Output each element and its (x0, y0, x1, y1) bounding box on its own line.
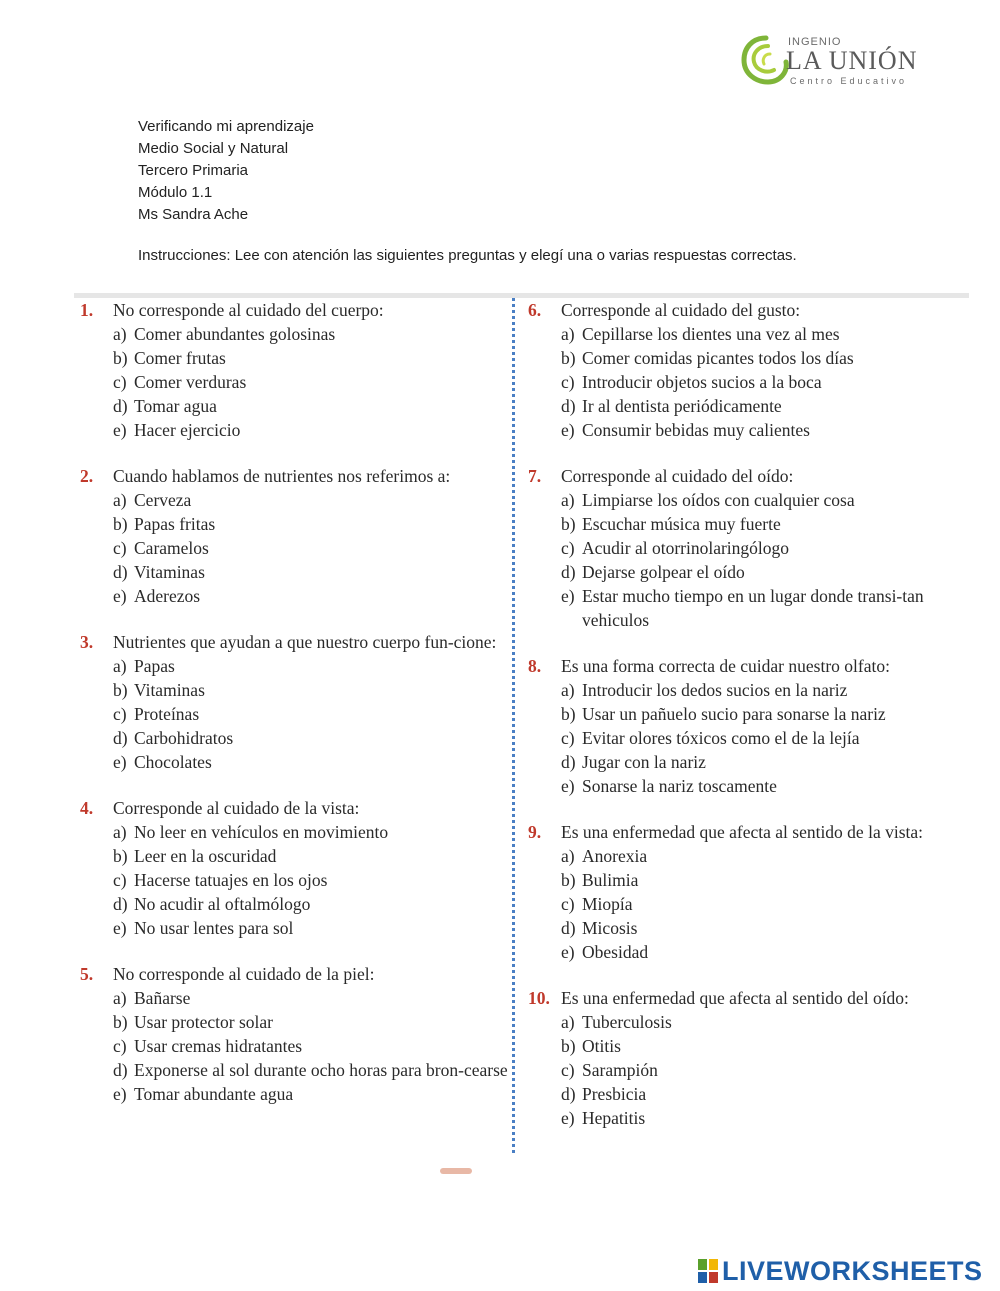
option[interactable] (528, 726, 958, 750)
option-text: No acudir al oftalmólogo (134, 894, 311, 914)
option-text: Estar mucho tiempo en un lugar donde transi-tan vehiculos (582, 586, 924, 630)
option[interactable] (80, 820, 510, 844)
paper-scrap-mark (440, 1168, 472, 1174)
option-letter: b) (113, 846, 128, 866)
option[interactable] (528, 750, 958, 774)
question-text: Corresponde al cuidado del gusto: (561, 300, 801, 320)
option-text: Limpiarse los oídos con cualquier cosa (582, 490, 855, 510)
option-letter: a) (113, 988, 127, 1008)
option-text: Ir al dentista periódicamente (582, 396, 782, 416)
option[interactable] (80, 488, 510, 512)
option[interactable] (528, 536, 958, 560)
liveworksheets-brand-text: LIVEWORKSHEETS (722, 1255, 983, 1286)
option[interactable] (80, 560, 510, 584)
option[interactable] (80, 418, 510, 442)
option-letter: b) (561, 870, 576, 890)
liveworksheets-icon (698, 1259, 718, 1283)
swirl-logo-icon (740, 34, 792, 86)
option-letter: a) (561, 490, 575, 510)
option[interactable] (80, 916, 510, 940)
option-letter: c) (561, 728, 575, 748)
option[interactable] (80, 654, 510, 678)
questions-right-column (528, 298, 958, 1152)
option-letter: d) (561, 1084, 576, 1104)
option-text: Comer comidas picantes todos los días (582, 348, 854, 368)
option[interactable] (80, 1010, 510, 1034)
question-5 (80, 962, 510, 1106)
option[interactable] (528, 678, 958, 702)
option-text: Exponerse al sol durante ocho horas para bron-cearse (134, 1060, 508, 1080)
option-text: Otitis (582, 1036, 621, 1056)
header-line-title: Verificando mi aprendizaje (138, 118, 314, 135)
question-3 (80, 630, 510, 774)
option[interactable] (80, 1082, 510, 1106)
option-letter: e) (561, 942, 575, 962)
question-text: Cuando hablamos de nutrientes nos referimos a: (113, 466, 451, 486)
option[interactable] (528, 774, 958, 798)
option-text: No usar lentes para sol (134, 918, 294, 938)
option[interactable] (80, 868, 510, 892)
option[interactable] (80, 1034, 510, 1058)
option[interactable] (528, 1106, 958, 1130)
option-text: Tomar agua (134, 396, 217, 416)
school-logo (740, 34, 930, 90)
option[interactable] (80, 584, 510, 608)
option-letter: d) (113, 396, 128, 416)
option-letter: d) (561, 562, 576, 582)
question-7 (528, 464, 958, 632)
option-text: Comer verduras (134, 372, 247, 392)
option[interactable] (528, 1034, 958, 1058)
option-text: Anorexia (582, 846, 648, 866)
option-letter: a) (561, 1012, 575, 1032)
question-2 (80, 464, 510, 608)
question-text: Es una enfermedad que afecta al sentido de la vista: (561, 822, 923, 842)
instructions: Instrucciones: Lee con atención las siguientes preguntas y elegí una o varias respuestas correctas. (138, 247, 797, 264)
question-1 (80, 298, 510, 442)
question-number: 8. (528, 656, 542, 676)
option-text: Leer en la oscuridad (134, 846, 277, 866)
option[interactable] (80, 702, 510, 726)
option-text: Vitaminas (134, 562, 205, 582)
option-text: Papas fritas (134, 514, 216, 534)
option-letter: c) (113, 538, 127, 558)
option-letter: c) (561, 372, 575, 392)
option-text: Cerveza (134, 490, 192, 510)
option-text: Hacer ejercicio (134, 420, 241, 440)
option-text: Tuberculosis (582, 1012, 672, 1032)
option-letter: b) (561, 704, 576, 724)
option-letter: a) (113, 822, 127, 842)
option[interactable] (80, 986, 510, 1010)
header-line-teacher: Ms Sandra Ache (138, 206, 249, 223)
header-line-module: Módulo 1.1 (138, 184, 213, 201)
option[interactable] (528, 512, 958, 536)
option-letter: c) (113, 1036, 127, 1056)
option-text: Sonarse la nariz toscamente (582, 776, 777, 796)
option-letter: d) (113, 728, 128, 748)
option-text: Sarampión (582, 1060, 658, 1080)
header-line-subject: Medio Social y Natural (138, 140, 289, 157)
questions-left-column (80, 298, 510, 1128)
option-text: Escuchar música muy fuerte (582, 514, 781, 534)
option-text: Carbohidratos (134, 728, 234, 748)
option-letter: b) (113, 680, 128, 700)
question-4 (80, 796, 510, 940)
option[interactable] (528, 322, 958, 346)
option[interactable] (528, 584, 958, 632)
option-text: Obesidad (582, 942, 649, 962)
question-text: No corresponde al cuidado de la piel: (113, 964, 375, 984)
option[interactable] (80, 346, 510, 370)
option-text: Jugar con la nariz (582, 752, 706, 772)
option[interactable] (528, 1082, 958, 1106)
option-letter: c) (561, 1060, 575, 1080)
option-text: Consumir bebidas muy calientes (582, 420, 810, 440)
option-text: Evitar olores tóxicos como el de la lejía (582, 728, 860, 748)
option[interactable] (80, 1058, 510, 1082)
option-letter: e) (113, 586, 127, 606)
option-text: Cepillarse los dientes una vez al mes (582, 324, 840, 344)
question-9 (528, 820, 958, 964)
option-text: Bulimia (582, 870, 639, 890)
question-6 (528, 298, 958, 442)
option[interactable] (80, 678, 510, 702)
column-divider (512, 298, 515, 1153)
option-text: Introducir los dedos sucios en la nariz (582, 680, 848, 700)
option[interactable] (528, 844, 958, 868)
option[interactable] (528, 418, 958, 442)
option[interactable] (80, 726, 510, 750)
option[interactable] (80, 394, 510, 418)
header-info (138, 116, 314, 226)
option-text: No leer en vehículos en movimiento (134, 822, 389, 842)
option[interactable] (528, 916, 958, 940)
option[interactable] (80, 322, 510, 346)
question-text: Es una forma correcta de cuidar nuestro olfato: (561, 656, 890, 676)
option-letter: d) (113, 562, 128, 582)
option[interactable] (528, 940, 958, 964)
option[interactable] (80, 370, 510, 394)
option-letter: e) (561, 776, 575, 796)
option-letter: c) (561, 894, 575, 914)
question-number: 7. (528, 466, 542, 486)
option[interactable] (80, 750, 510, 774)
question-number: 6. (528, 300, 542, 320)
question-10 (528, 986, 958, 1130)
option-text: Comer abundantes golosinas (134, 324, 336, 344)
option-letter: c) (561, 538, 575, 558)
question-number: 1. (80, 300, 94, 320)
option-text: Dejarse golpear el oído (582, 562, 745, 582)
option-text: Acudir al otorrinolaringólogo (582, 538, 790, 558)
question-number: 9. (528, 822, 542, 842)
option-letter: d) (113, 1060, 128, 1080)
option-text: Introducir objetos sucios a la boca (582, 372, 822, 392)
option[interactable] (80, 512, 510, 536)
option-text: Tomar abundante agua (134, 1084, 294, 1104)
option-letter: d) (561, 396, 576, 416)
question-8 (528, 654, 958, 798)
question-text: Corresponde al cuidado del oído: (561, 466, 794, 486)
option[interactable] (528, 488, 958, 512)
option-letter: a) (113, 656, 127, 676)
option-text: Proteínas (134, 704, 200, 724)
option-letter: c) (113, 704, 127, 724)
option-letter: a) (113, 324, 127, 344)
option-text: Miopía (582, 894, 633, 914)
question-text: Es una enfermedad que afecta al sentido del oído: (561, 988, 909, 1008)
question-number: 3. (80, 632, 94, 652)
option[interactable] (528, 1010, 958, 1034)
option-letter: b) (113, 1012, 128, 1032)
option-text: Usar un pañuelo sucio para sonarse la nariz (582, 704, 886, 724)
option-text: Micosis (582, 918, 638, 938)
option-letter: b) (561, 1036, 576, 1056)
option-letter: d) (561, 752, 576, 772)
option-letter: e) (561, 420, 575, 440)
header-line-grade: Tercero Primaria (138, 162, 249, 179)
option-text: Bañarse (134, 988, 191, 1008)
question-text: No corresponde al cuidado del cuerpo: (113, 300, 384, 320)
option-letter: c) (113, 870, 127, 890)
question-number: 5. (80, 964, 94, 984)
option-letter: b) (113, 348, 128, 368)
liveworksheets-logo (698, 1256, 983, 1286)
option-letter: b) (561, 514, 576, 534)
question-number: 2. (80, 466, 94, 486)
logo-small-text: INGENIO (788, 36, 842, 48)
question-text: Corresponde al cuidado de la vista: (113, 798, 360, 818)
option-text: Hepatitis (582, 1108, 646, 1128)
option-text: Comer frutas (134, 348, 226, 368)
option-text: Aderezos (134, 586, 201, 606)
option-letter: a) (561, 324, 575, 344)
option[interactable] (80, 844, 510, 868)
option-text: Presbicia (582, 1084, 647, 1104)
option[interactable] (528, 560, 958, 584)
option-text: Papas (134, 656, 175, 676)
option-letter: c) (113, 372, 127, 392)
option[interactable] (528, 346, 958, 370)
option-letter: b) (561, 348, 576, 368)
option-letter: e) (561, 586, 575, 606)
option-letter: a) (561, 680, 575, 700)
option-text: Caramelos (134, 538, 209, 558)
option-letter: a) (561, 846, 575, 866)
logo-subtitle: Centro Educativo (790, 76, 908, 86)
option[interactable] (80, 892, 510, 916)
option[interactable] (528, 370, 958, 394)
option-letter: e) (113, 420, 127, 440)
logo-title: LA UNIÓN (786, 46, 918, 75)
option[interactable] (528, 892, 958, 916)
option-letter: e) (561, 1108, 575, 1128)
option[interactable] (528, 868, 958, 892)
option[interactable] (80, 536, 510, 560)
option-letter: e) (113, 918, 127, 938)
option-text: Vitaminas (134, 680, 205, 700)
option-letter: d) (113, 894, 128, 914)
option-text: Hacerse tatuajes en los ojos (134, 870, 328, 890)
option-text: Chocolates (134, 752, 212, 772)
option-text: Usar protector solar (134, 1012, 273, 1032)
option-text: Usar cremas hidratantes (134, 1036, 303, 1056)
option-letter: a) (113, 490, 127, 510)
option[interactable] (528, 1058, 958, 1082)
option-letter: e) (113, 1084, 127, 1104)
question-number: 4. (80, 798, 94, 818)
question-number: 10. (528, 988, 550, 1008)
option[interactable] (528, 394, 958, 418)
option-letter: b) (113, 514, 128, 534)
option-letter: d) (561, 918, 576, 938)
option-letter: e) (113, 752, 127, 772)
option[interactable] (528, 702, 958, 726)
question-text: Nutrientes que ayudan a que nuestro cuerpo fun-cione: (113, 632, 497, 652)
